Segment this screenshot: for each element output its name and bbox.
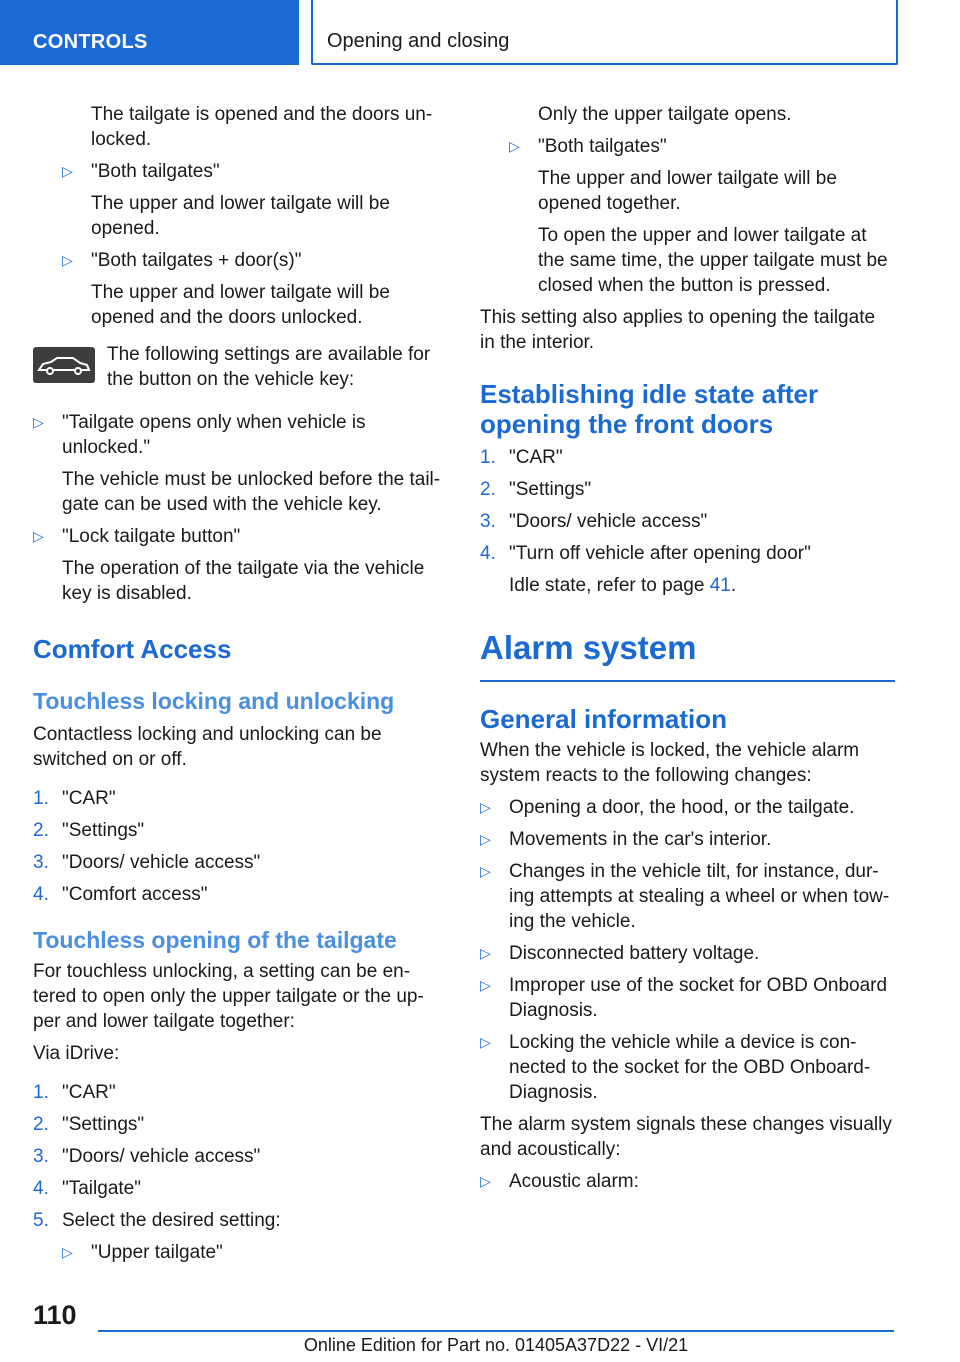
triangle-right-icon: ▷ [480, 1034, 491, 1050]
list-item [480, 1169, 895, 1194]
paragraph: This setting also applies to opening the tailgate in the interior. [480, 307, 876, 353]
step-text: "Turn off vehicle after opening door" [509, 543, 811, 564]
step-text: "CAR" [62, 788, 116, 809]
list-item [33, 1144, 443, 1169]
car-tailgate-icon [33, 347, 95, 383]
step-number: 3. [33, 852, 49, 873]
list-item-desc: The upper and lower tailgate will be opened and the doors unlocked. [91, 282, 390, 328]
step-text: Select the desired setting: [62, 1210, 281, 1231]
triangle-right-icon: ▷ [480, 977, 491, 993]
paragraph: Via iDrive: [33, 1043, 120, 1064]
list-item-label: "Lock tailgate button" [62, 526, 241, 547]
list-item [480, 827, 895, 852]
list-item [480, 859, 895, 934]
section-tab [0, 0, 299, 65]
heading-idle-state: Establishing idle state after opening the front doors [480, 379, 819, 439]
list-item [33, 1080, 443, 1105]
list-item [480, 445, 895, 470]
list-item [480, 134, 895, 298]
list-item [480, 477, 895, 502]
step-number: 2. [33, 820, 49, 841]
list-item-label: "Upper tailgate" [91, 1242, 223, 1263]
list-item [480, 795, 895, 820]
steps-list [480, 445, 895, 598]
page-number: 110 [33, 1300, 77, 1330]
list-item [480, 1030, 895, 1105]
bullet-list [33, 410, 443, 606]
list-item-text: Locking the vehicle while a device is con-nected to the socket for the OBD Onboard-Diagnosis. [509, 1032, 871, 1103]
list-item-text: Opening a door, the hood, or the tailgate. [509, 797, 855, 818]
key-note-text: The following settings are available for the button on the vehicle key: [107, 344, 431, 390]
step-number: 2. [33, 1114, 49, 1135]
triangle-right-icon: ▷ [480, 863, 491, 879]
heading-touchless-tailgate: Touchless opening of the tailgate [33, 927, 397, 953]
reference-text: Idle state, refer to page [509, 575, 710, 596]
paragraph: When the vehicle is locked, the vehicle alarm system reacts to the following changes: [480, 740, 860, 786]
bullet-list [33, 159, 443, 330]
step-text: "Doors/ vehicle access" [509, 511, 708, 532]
step-number: 5. [33, 1210, 49, 1231]
list-item [480, 941, 895, 966]
list-item [33, 1208, 443, 1233]
heading-general-information: General information [480, 704, 728, 734]
list-item [33, 786, 443, 811]
triangle-right-icon: ▷ [62, 252, 73, 268]
step-number: 3. [33, 1146, 49, 1167]
paragraph: The tailgate is opened and the doors un-locked. [91, 104, 433, 150]
step-text: "Tailgate" [62, 1178, 141, 1199]
triangle-right-icon: ▷ [33, 528, 44, 544]
list-item [33, 524, 443, 606]
steps-list [33, 1080, 443, 1233]
triangle-right-icon: ▷ [480, 831, 491, 847]
step-number: 1. [33, 788, 49, 809]
list-item [33, 882, 443, 907]
step-number: 1. [480, 447, 496, 468]
list-item-text: Acoustic alarm: [509, 1171, 639, 1192]
right-column [480, 102, 895, 1201]
chapter-tab [311, 0, 898, 65]
list-item [33, 159, 443, 241]
list-item-text: Disconnected battery voltage. [509, 943, 760, 964]
list-item-label: "Both tailgates" [91, 161, 220, 182]
bullet-list [480, 134, 895, 298]
list-item [33, 818, 443, 843]
triangle-right-icon: ▷ [480, 945, 491, 961]
list-item-desc: The vehicle must be unlocked before the tail-gate can be used with the vehicle key. [62, 469, 441, 515]
paragraph: For touchless unlocking, a setting can be en-tered to open only the upper tailgate or the up-per and lower tailgate together: [33, 961, 424, 1032]
step-text: "CAR" [509, 447, 563, 468]
key-button-note [33, 342, 443, 396]
bullet-list [480, 795, 895, 1105]
step-text: "Doors/ vehicle access" [62, 852, 261, 873]
triangle-right-icon: ▷ [33, 414, 44, 430]
triangle-right-icon: ▷ [480, 799, 491, 815]
list-item-desc: The operation of the tailgate via the vehicle key is disabled. [62, 558, 425, 604]
step-number: 4. [480, 543, 496, 564]
chapter-title: Opening and closing [327, 30, 510, 52]
paragraph: The alarm system signals these changes visually and acoustically: [480, 1114, 892, 1160]
triangle-right-icon: ▷ [62, 163, 73, 179]
list-item-text: Movements in the car's interior. [509, 829, 772, 850]
step-text: "Settings" [509, 479, 592, 500]
heading-comfort-access: Comfort Access [33, 634, 232, 664]
step-text: "Settings" [62, 1114, 145, 1135]
paragraph: Contactless locking and unlocking can be switched on or off. [33, 724, 382, 770]
list-item-desc: The upper and lower tailgate will be opened. [91, 193, 390, 239]
heading-alarm-system: Alarm system [480, 628, 895, 682]
step-text: "Doors/ vehicle access" [62, 1146, 261, 1167]
bullet-list [33, 1240, 443, 1265]
step-text: "Settings" [62, 820, 145, 841]
section-title: CONTROLS [33, 31, 148, 53]
list-item-label: "Tailgate opens only when vehicle is unlocked." [62, 412, 366, 458]
paragraph: Only the upper tailgate opens. [538, 104, 792, 125]
step-number: 2. [480, 479, 496, 500]
steps-list [33, 786, 443, 907]
list-item [480, 541, 895, 598]
page-link[interactable]: 41 [709, 575, 731, 596]
list-item [33, 1112, 443, 1137]
heading-touchless-locking: Touchless locking and unlocking [33, 688, 395, 714]
list-item-desc: The upper and lower tailgate will be opened together. [538, 168, 837, 214]
footer-edition: Online Edition for Part no. 01405A37D22 - VI/21 [303, 1335, 689, 1355]
list-item [33, 1176, 443, 1201]
step-number: 1. [33, 1082, 49, 1103]
list-item-text: Improper use of the socket for OBD Onboard Diagnosis. [509, 975, 888, 1021]
list-item [33, 1240, 443, 1265]
left-column [33, 102, 443, 1272]
list-item-text: Changes in the vehicle tilt, for instance, dur-ing attempts at stealing a wheel or when tow-ing the vehicle. [509, 861, 890, 932]
triangle-right-icon: ▷ [62, 1244, 73, 1260]
step-number: 3. [480, 511, 496, 532]
step-text: "CAR" [62, 1082, 116, 1103]
list-item-desc: To open the upper and lower tailgate at the same time, the upper tailgate must be closed when the button is pressed. [538, 225, 888, 296]
idle-state-reference [480, 573, 895, 598]
triangle-right-icon: ▷ [509, 138, 520, 154]
bullet-list [480, 1169, 895, 1194]
footer-divider [98, 1330, 894, 1332]
step-text: "Comfort access" [62, 884, 208, 905]
step-number: 4. [33, 884, 49, 905]
reference-end: . [730, 575, 737, 596]
step-number: 4. [33, 1178, 49, 1199]
list-item [33, 248, 443, 330]
triangle-right-icon: ▷ [480, 1173, 491, 1189]
list-item-label: "Both tailgates + door(s)" [91, 250, 302, 271]
list-item-label: "Both tailgates" [538, 136, 667, 157]
list-item [480, 973, 895, 1023]
list-item [480, 509, 895, 534]
list-item [33, 410, 443, 517]
list-item [33, 850, 443, 875]
